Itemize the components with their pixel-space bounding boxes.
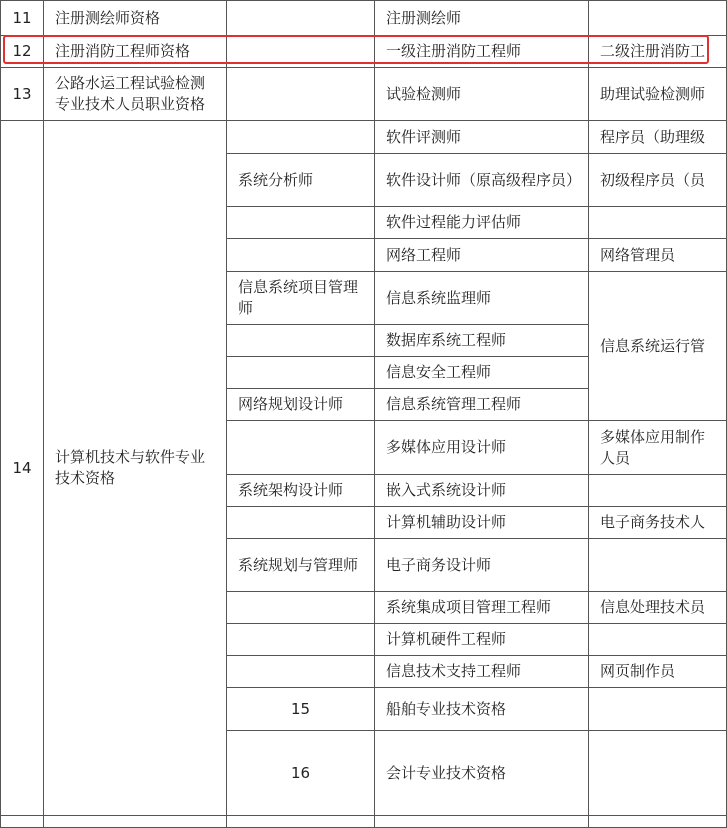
- senior-level-cell: [227, 816, 375, 828]
- qualification-category: 注册测绘师资格: [44, 1, 227, 36]
- qualification-category: 计算机技术与软件专业技术资格: [44, 121, 227, 816]
- senior-level-cell: [227, 656, 375, 688]
- table-row: [1, 1, 727, 36]
- junior-level-cell: 多媒体应用制作人员: [589, 421, 727, 475]
- junior-level-cell: 程序员（助理级: [589, 121, 727, 154]
- junior-level-cell: 初级程序员（员: [589, 154, 727, 207]
- senior-level-cell: [227, 507, 375, 539]
- mid-level-cell: 多媒体应用设计师: [375, 421, 589, 475]
- qualification-category: 注册消防工程师资格: [44, 36, 227, 68]
- qualification-category: 船舶专业技术资格: [375, 688, 589, 731]
- table-row-highlighted: [1, 36, 727, 68]
- row-number: 12: [1, 36, 44, 68]
- senior-level-cell: [227, 421, 375, 475]
- junior-level-cell: [589, 816, 727, 828]
- junior-level-cell: [589, 624, 727, 656]
- senior-level-cell: 系统分析师: [227, 154, 375, 207]
- mid-level-cell: 电子商务设计师: [375, 539, 589, 592]
- row-number: 14: [1, 121, 44, 816]
- senior-level-cell: [227, 68, 375, 121]
- junior-level-cell: 网页制作员: [589, 656, 727, 688]
- mid-level-cell: 信息安全工程师: [375, 357, 589, 389]
- row-number: [1, 816, 44, 828]
- senior-level-cell: [589, 731, 727, 816]
- senior-level-cell: [227, 239, 375, 272]
- mid-level-cell: 信息系统管理工程师: [375, 389, 589, 421]
- mid-level-cell: 计算机硬件工程师: [375, 624, 589, 656]
- senior-level-cell: [227, 36, 375, 68]
- senior-level-cell: 信息系统项目管理师: [227, 272, 375, 325]
- senior-level-cell: 系统规划与管理师: [227, 539, 375, 592]
- qualification-category: [44, 816, 227, 828]
- row-number: 15: [227, 688, 375, 731]
- mid-level-cell: 软件设计师（原高级程序员）: [375, 154, 589, 207]
- junior-level-cell: 网络管理员: [589, 239, 727, 272]
- qualification-category: 会计专业技术资格: [375, 731, 589, 816]
- junior-level-cell: [589, 475, 727, 507]
- table-row: [1, 121, 727, 154]
- junior-level-cell: 信息系统运行管: [589, 272, 727, 421]
- mid-level-cell: 软件过程能力评估师: [375, 207, 589, 239]
- senior-level-cell: [589, 688, 727, 731]
- junior-level-cell: [589, 539, 727, 592]
- senior-level-cell: [227, 357, 375, 389]
- senior-level-cell: [227, 121, 375, 154]
- mid-level-cell: 信息系统监理师: [375, 272, 589, 325]
- table-row: [1, 816, 727, 828]
- mid-level-cell: 嵌入式系统设计师: [375, 475, 589, 507]
- mid-level-cell: 信息技术支持工程师: [375, 656, 589, 688]
- senior-level-cell: 网络规划设计师: [227, 389, 375, 421]
- table-row: [1, 68, 727, 121]
- senior-level-cell: [227, 592, 375, 624]
- mid-level-cell: 软件评测师: [375, 121, 589, 154]
- mid-level-cell: 注册测绘师: [375, 1, 589, 36]
- mid-level-cell: 计算机辅助设计师: [375, 507, 589, 539]
- row-number: 13: [1, 68, 44, 121]
- senior-level-cell: [227, 624, 375, 656]
- mid-level-cell: [375, 816, 589, 828]
- row-number: 16: [227, 731, 375, 816]
- junior-level-cell: [589, 207, 727, 239]
- senior-level-cell: [227, 325, 375, 357]
- mid-level-cell: 数据库系统工程师: [375, 325, 589, 357]
- mid-level-cell: 一级注册消防工程师: [375, 36, 589, 68]
- junior-level-cell: 二级注册消防工: [589, 36, 727, 68]
- junior-level-cell: 电子商务技术人: [589, 507, 727, 539]
- mid-level-cell: 网络工程师: [375, 239, 589, 272]
- mid-level-cell: 系统集成项目管理工程师: [375, 592, 589, 624]
- mid-level-cell: 试验检测师: [375, 68, 589, 121]
- senior-level-cell: [227, 1, 375, 36]
- junior-level-cell: 助理试验检测师: [589, 68, 727, 121]
- qualification-category: 公路水运工程试验检测专业技术人员职业资格: [44, 68, 227, 121]
- junior-level-cell: [589, 1, 727, 36]
- senior-level-cell: [227, 207, 375, 239]
- senior-level-cell: 系统架构设计师: [227, 475, 375, 507]
- junior-level-cell: 信息处理技术员: [589, 592, 727, 624]
- row-number: 11: [1, 1, 44, 36]
